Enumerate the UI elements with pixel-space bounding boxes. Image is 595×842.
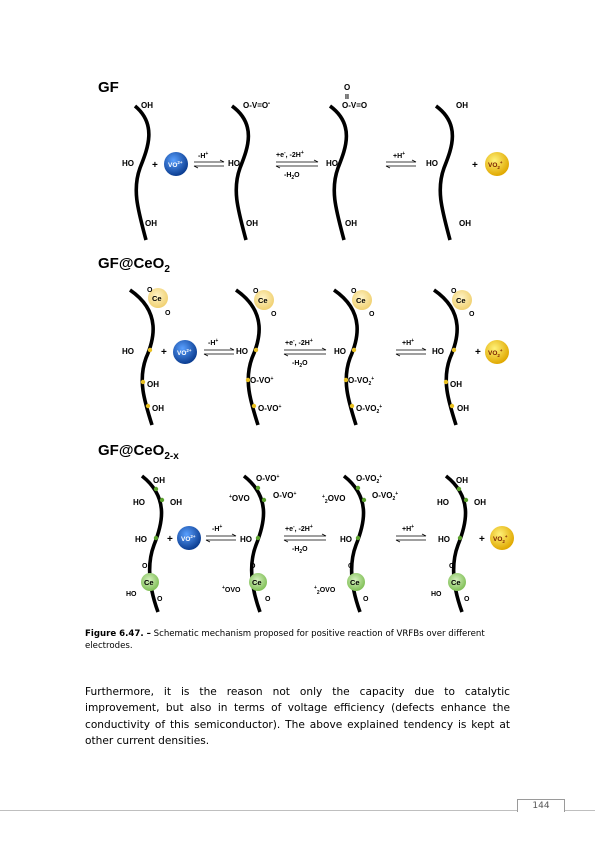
label-ovo2-left: +$_2$OVO xyxy=(322,494,346,505)
active-site-dot xyxy=(160,498,164,502)
arrow-label: -H+ xyxy=(212,524,223,533)
label-oh: OH xyxy=(246,219,258,228)
arrow-label: +H+ xyxy=(402,524,415,533)
active-site-dot xyxy=(362,498,366,502)
label-o: O xyxy=(265,596,271,603)
label-ho: HO xyxy=(122,347,134,356)
arrow-label: $-H_2O$ xyxy=(284,172,300,181)
active-site-dot xyxy=(252,404,256,408)
label-o: O xyxy=(142,563,148,570)
label-ho: HO xyxy=(432,347,444,356)
fiber-chain xyxy=(344,476,364,612)
label-o: O xyxy=(250,563,256,570)
label-ovo: O-V=O• xyxy=(243,101,270,110)
arrow-label: +e-, -2H+ xyxy=(285,338,313,347)
label-ho: HO xyxy=(340,535,352,544)
label-oh: OH xyxy=(153,476,165,485)
arrow-label: +H+ xyxy=(402,338,415,347)
label-ce: Ce xyxy=(258,296,268,305)
equilibrium-arrow xyxy=(194,160,224,168)
label-o: O xyxy=(469,311,475,318)
label-o-vo: O-VO+ xyxy=(256,474,280,483)
label-o-vo2: $O-VO_2^+$ xyxy=(356,404,383,415)
label-ho: HO xyxy=(126,591,137,598)
label-ho: HO xyxy=(135,535,147,544)
label-o-vo2: $O-VO_2^+$ xyxy=(372,491,399,502)
plus-sign: + xyxy=(161,347,167,358)
label-o-vo: O-VO+ xyxy=(250,376,274,385)
ion-label: $VO^{2+}$ xyxy=(168,160,183,169)
active-site-dot xyxy=(141,380,145,384)
ion-label: $VO^{2+}$ xyxy=(181,534,196,543)
caption-label: Figure 6.47. – xyxy=(85,629,151,639)
plus-sign: + xyxy=(167,534,173,545)
label-ho: HO xyxy=(431,591,442,598)
label-ho: HO xyxy=(122,159,134,168)
label-ho: HO xyxy=(437,498,449,507)
label-o: O xyxy=(165,310,171,317)
arrow-label: $-H_2O$ xyxy=(292,546,308,555)
plus-sign: + xyxy=(472,160,478,171)
arrow-label: +e-, -2H+ xyxy=(285,524,313,533)
active-site-dot xyxy=(356,486,360,490)
label-ce: Ce xyxy=(456,296,466,305)
equilibrium-arrow xyxy=(284,534,326,542)
active-site-dot xyxy=(148,348,152,352)
label-ce: Ce xyxy=(152,294,162,303)
ion-label: $VO_2^+$ xyxy=(493,534,508,544)
plus-sign: + xyxy=(152,160,158,171)
figure-caption xyxy=(85,629,515,652)
label-o: O xyxy=(253,288,259,295)
label-oh: OH xyxy=(457,404,469,413)
label-ho: HO xyxy=(326,159,338,168)
label-ho: HO xyxy=(240,535,252,544)
footer-rule xyxy=(0,810,595,811)
active-site-dot xyxy=(262,498,266,502)
label-o-vo2: $O-VO_2^+$ xyxy=(356,474,383,485)
label-ce: Ce xyxy=(451,578,461,587)
label-o-vo: O-VO+ xyxy=(273,491,297,500)
ion-label: $VO^{2+}$ xyxy=(177,348,192,357)
fiber-chain xyxy=(330,106,346,240)
fiber-chain xyxy=(446,476,466,612)
label-oh: OH xyxy=(456,476,468,485)
plus-sign: + xyxy=(475,347,481,358)
label-oh: OH xyxy=(456,101,468,110)
active-site-dot xyxy=(457,487,461,491)
label-o: O xyxy=(344,83,351,92)
label-ovo2-left: +$_2$OVO xyxy=(314,585,336,596)
body-paragraph: Furthermore, it is the reason not only the capacity due to catalytic improvement, but also in terms of voltage efficiency (defects enhance the conductivity of this semiconductor). The above explained tendency is kept at other current densities. xyxy=(85,686,510,747)
equilibrium-arrow xyxy=(386,160,416,168)
label-ho: HO xyxy=(438,535,450,544)
arrow-label: -H+ xyxy=(198,151,209,160)
active-site-dot xyxy=(256,536,260,540)
arrow-label: -H+ xyxy=(208,338,219,347)
active-site-dot xyxy=(450,404,454,408)
section-title-gf-ceo2-x: GF@CeO$_{2-x}$ xyxy=(98,442,179,462)
label-o: O xyxy=(369,311,375,318)
label-o: O xyxy=(363,596,369,603)
label-ho: HO xyxy=(236,347,248,356)
active-site-dot xyxy=(256,486,260,490)
equilibrium-arrow xyxy=(276,160,318,168)
active-site-dot xyxy=(444,380,448,384)
label-oh: OH xyxy=(141,101,153,110)
equilibrium-arrow xyxy=(284,348,326,356)
label-o: O xyxy=(348,563,354,570)
active-site-dot xyxy=(146,404,150,408)
label-oh: OH xyxy=(450,380,462,389)
label-oh: OH xyxy=(459,219,471,228)
label-ce: Ce xyxy=(350,578,360,587)
label-ho: HO xyxy=(334,347,346,356)
fiber-chain xyxy=(436,106,452,240)
label-o: O xyxy=(157,596,163,603)
ion-label: $VO_2^+$ xyxy=(488,160,503,170)
equilibrium-arrow xyxy=(396,534,426,542)
section-title-gf-ceo2: GF@CeO$_2$ xyxy=(98,255,170,275)
section-title-gf: GF xyxy=(98,79,119,96)
label-ho: HO xyxy=(228,159,240,168)
label-oh: OH xyxy=(145,219,157,228)
active-site-dot xyxy=(356,536,360,540)
label-o: O xyxy=(449,563,455,570)
caption-text: Schematic mechanism proposed for positive reaction of VRFBs over different electrodes. xyxy=(85,629,485,651)
active-site-dot xyxy=(154,536,158,540)
arrow-label: +e-, -2H+ xyxy=(276,150,304,159)
label-ovo-left: +OVO xyxy=(222,585,241,594)
label-o-vo: O-VO+ xyxy=(258,404,282,413)
label-ovo-left: +OVO xyxy=(229,494,250,503)
label-o: O xyxy=(271,311,277,318)
label-oh: OH xyxy=(474,498,486,507)
active-site-dot xyxy=(458,536,462,540)
label-oh: OH xyxy=(152,404,164,413)
page-number: 144 xyxy=(517,799,565,812)
label-ce: Ce xyxy=(252,578,262,587)
label-ce: Ce xyxy=(356,296,366,305)
label-double-bond: II xyxy=(345,94,349,101)
active-site-dot xyxy=(452,348,456,352)
active-site-dot xyxy=(344,378,348,382)
label-oh: OH xyxy=(345,219,357,228)
ion-label: $VO_2^+$ xyxy=(488,348,503,358)
active-site-dot xyxy=(352,348,356,352)
equilibrium-arrow xyxy=(396,348,426,356)
equilibrium-arrow xyxy=(206,534,236,542)
label-oh: OH xyxy=(170,498,182,507)
active-site-dot xyxy=(350,404,354,408)
active-site-dot xyxy=(154,487,158,491)
active-site-dot xyxy=(464,498,468,502)
label-ce: Ce xyxy=(144,578,154,587)
label-ho: HO xyxy=(426,159,438,168)
label-o: O xyxy=(451,288,457,295)
arrow-label: $-H_2O$ xyxy=(292,360,308,369)
label-oh: OH xyxy=(147,380,159,389)
fiber-chain xyxy=(142,476,162,612)
label-ovo: O-V=O xyxy=(342,101,368,110)
label-ho: HO xyxy=(133,498,145,507)
label-o: O xyxy=(464,596,470,603)
label-o: O xyxy=(351,288,357,295)
equilibrium-arrow xyxy=(204,348,234,356)
label-o-vo2: $O-VO_2^+$ xyxy=(348,376,375,387)
active-site-dot xyxy=(246,378,250,382)
label-o: O xyxy=(147,287,153,294)
arrow-label: +H+ xyxy=(393,151,406,160)
plus-sign: + xyxy=(479,534,485,545)
active-site-dot xyxy=(254,348,258,352)
